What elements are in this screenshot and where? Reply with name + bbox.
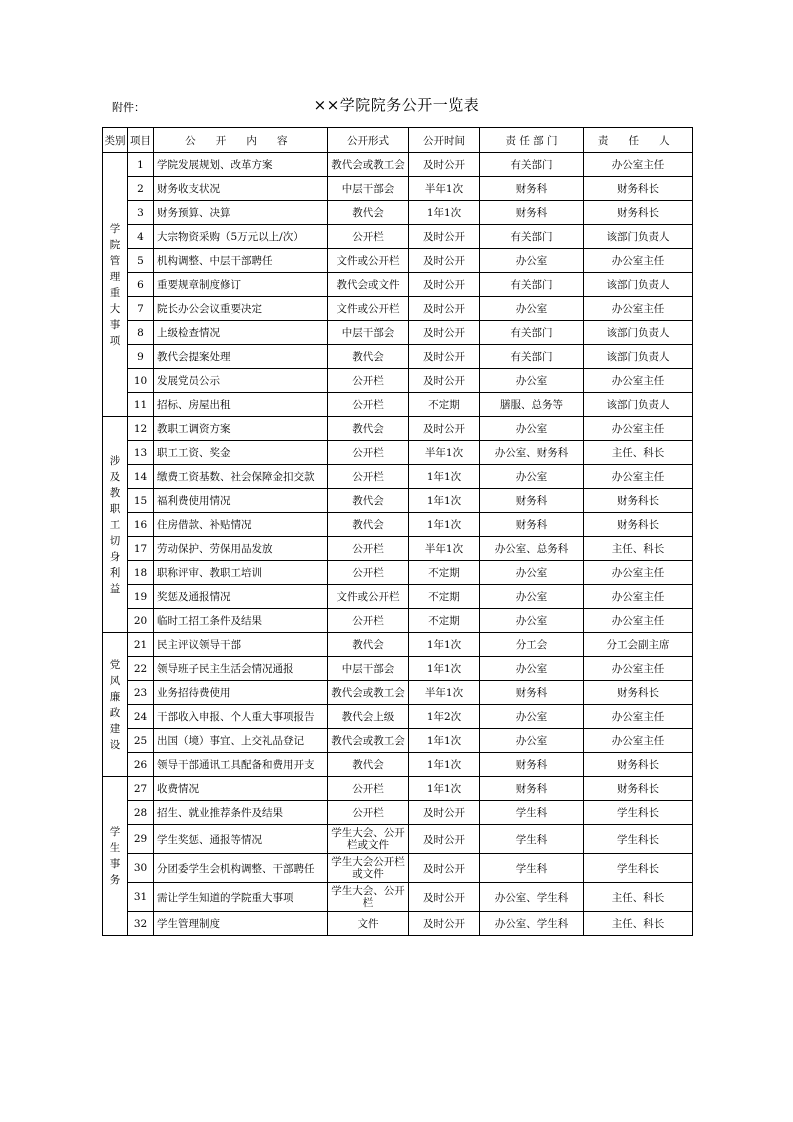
item-content-cell: 领导干部通讯工具配备和费用开支 (154, 753, 328, 777)
disclosure-time-cell: 及时公开 (409, 801, 480, 825)
item-content-cell: 大宗物资采购（5万元以上/次） (154, 225, 328, 249)
item-number-cell: 22 (128, 657, 154, 681)
disclosure-form-cell: 教代会或教工会 (328, 729, 409, 753)
responsible-person-cell: 学生科长 (584, 801, 693, 825)
item-content-cell: 学生管理制度 (154, 912, 328, 936)
responsible-person-cell: 办公室主任 (584, 729, 693, 753)
responsible-department-cell: 财务科 (480, 489, 584, 513)
item-number-cell: 29 (128, 825, 154, 854)
responsible-department-cell: 办公室 (480, 297, 584, 321)
item-content-cell: 业务招待费使用 (154, 681, 328, 705)
responsible-department-cell: 有关部门 (480, 273, 584, 297)
disclosure-form-cell: 文件 (328, 912, 409, 936)
item-number-cell: 12 (128, 417, 154, 441)
disclosure-form-cell: 公开栏 (328, 465, 409, 489)
item-content-cell: 需让学生知道的学院重大事项 (154, 883, 328, 912)
responsible-person-cell: 财务科长 (584, 177, 693, 201)
table-row (103, 912, 693, 936)
item-number-cell: 32 (128, 912, 154, 936)
item-number-cell: 21 (128, 633, 154, 657)
item-number-cell: 14 (128, 465, 154, 489)
disclosure-form-cell: 教代会或教工会 (328, 681, 409, 705)
item-number-cell: 18 (128, 561, 154, 585)
disclosure-time-cell: 1年1次 (409, 513, 480, 537)
responsible-department-cell: 学生科 (480, 825, 584, 854)
table-row (103, 249, 693, 273)
disclosure-time-cell: 1年1次 (409, 729, 480, 753)
responsible-person-cell: 办公室主任 (584, 585, 693, 609)
disclosure-time-cell: 及时公开 (409, 225, 480, 249)
item-content-cell: 招标、房屋出租 (154, 393, 328, 417)
table-row (103, 465, 693, 489)
item-number-cell: 5 (128, 249, 154, 273)
item-number-cell: 30 (128, 854, 154, 883)
table-row (103, 681, 693, 705)
disclosure-form-cell: 公开栏 (328, 561, 409, 585)
responsible-person-cell: 办公室主任 (584, 369, 693, 393)
disclosure-time-cell: 1年1次 (409, 753, 480, 777)
responsible-department-cell: 有关部门 (480, 153, 584, 177)
responsible-person-cell: 办公室主任 (584, 297, 693, 321)
table-row (103, 883, 693, 912)
responsible-department-cell: 办公室、学生科 (480, 883, 584, 912)
responsible-person-cell: 分工会副主席 (584, 633, 693, 657)
disclosure-time-cell: 及时公开 (409, 297, 480, 321)
header-category: 类别 (103, 128, 128, 153)
item-content-cell: 招生、就业推荐条件及结果 (154, 801, 328, 825)
item-number-cell: 4 (128, 225, 154, 249)
disclosure-form-cell: 公开栏 (328, 777, 409, 801)
disclosure-time-cell: 半年1次 (409, 681, 480, 705)
item-number-cell: 9 (128, 345, 154, 369)
responsible-person-cell: 该部门负责人 (584, 273, 693, 297)
item-number-cell: 28 (128, 801, 154, 825)
disclosure-form-cell: 文件或公开栏 (328, 249, 409, 273)
table-row (103, 633, 693, 657)
item-content-cell: 财务收支状况 (154, 177, 328, 201)
responsible-department-cell: 财务科 (480, 753, 584, 777)
disclosure-time-cell: 及时公开 (409, 153, 480, 177)
responsible-department-cell: 办公室 (480, 729, 584, 753)
item-content-cell: 住房借款、补贴情况 (154, 513, 328, 537)
responsible-person-cell: 主任、科长 (584, 883, 693, 912)
disclosure-time-cell: 1年1次 (409, 489, 480, 513)
table-row (103, 513, 693, 537)
responsible-person-cell: 该部门负责人 (584, 225, 693, 249)
disclosure-time-cell: 1年1次 (409, 201, 480, 225)
responsible-person-cell: 办公室主任 (584, 249, 693, 273)
responsible-department-cell: 办公室 (480, 561, 584, 585)
disclosure-form-cell: 中层干部会 (328, 657, 409, 681)
disclosure-table (102, 127, 693, 936)
disclosure-form-cell: 公开栏 (328, 609, 409, 633)
disclosure-time-cell: 及时公开 (409, 912, 480, 936)
responsible-person-cell: 财务科长 (584, 681, 693, 705)
disclosure-time-cell: 1年1次 (409, 657, 480, 681)
responsible-department-cell: 办公室 (480, 609, 584, 633)
responsible-department-cell: 办公室 (480, 465, 584, 489)
responsible-person-cell: 学生科长 (584, 854, 693, 883)
item-content-cell: 收费情况 (154, 777, 328, 801)
table-row (103, 369, 693, 393)
disclosure-form-cell: 学生大会公开栏或文件 (328, 854, 409, 883)
item-content-cell: 分团委学生会机构调整、干部聘任 (154, 854, 328, 883)
responsible-department-cell: 有关部门 (480, 345, 584, 369)
responsible-person-cell: 财务科长 (584, 489, 693, 513)
table-row (103, 854, 693, 883)
disclosure-time-cell: 半年1次 (409, 177, 480, 201)
table-header-row (103, 128, 693, 153)
responsible-person-cell: 办公室主任 (584, 465, 693, 489)
item-content-cell: 学院发展规划、改革方案 (154, 153, 328, 177)
responsible-department-cell: 学生科 (480, 801, 584, 825)
disclosure-form-cell: 教代会 (328, 489, 409, 513)
responsible-department-cell: 办公室、总务科 (480, 537, 584, 561)
item-number-cell: 31 (128, 883, 154, 912)
item-number-cell: 20 (128, 609, 154, 633)
responsible-department-cell: 学生科 (480, 854, 584, 883)
disclosure-time-cell: 不定期 (409, 561, 480, 585)
disclosure-form-cell: 教代会 (328, 513, 409, 537)
responsible-person-cell: 主任、科长 (584, 441, 693, 465)
header-time: 公开时间 (409, 128, 480, 153)
disclosure-form-cell: 教代会 (328, 201, 409, 225)
disclosure-time-cell: 1年1次 (409, 633, 480, 657)
responsible-person-cell: 财务科长 (584, 777, 693, 801)
table-row (103, 441, 693, 465)
disclosure-form-cell: 教代会上级 (328, 705, 409, 729)
responsible-department-cell: 办公室 (480, 585, 584, 609)
disclosure-form-cell: 文件或公开栏 (328, 585, 409, 609)
disclosure-form-cell: 教代会 (328, 417, 409, 441)
item-number-cell: 19 (128, 585, 154, 609)
responsible-person-cell: 财务科长 (584, 201, 693, 225)
item-content-cell: 上级检查情况 (154, 321, 328, 345)
category-label: 学院管理重大事项 (109, 222, 121, 347)
item-content-cell: 干部收入申报、个人重大事项报告 (154, 705, 328, 729)
disclosure-form-cell: 教代会或教工会 (328, 153, 409, 177)
table-row (103, 225, 693, 249)
item-content-cell: 院长办公会议重要决定 (154, 297, 328, 321)
responsible-person-cell: 财务科长 (584, 513, 693, 537)
item-number-cell: 7 (128, 297, 154, 321)
disclosure-time-cell: 及时公开 (409, 854, 480, 883)
disclosure-time-cell: 不定期 (409, 585, 480, 609)
item-number-cell: 6 (128, 273, 154, 297)
responsible-department-cell: 财务科 (480, 201, 584, 225)
disclosure-time-cell: 及时公开 (409, 825, 480, 854)
item-number-cell: 8 (128, 321, 154, 345)
item-content-cell: 财务预算、决算 (154, 201, 328, 225)
responsible-department-cell: 财务科 (480, 177, 584, 201)
responsible-person-cell: 该部门负责人 (584, 321, 693, 345)
disclosure-form-cell: 学生大会、公开栏或文件 (328, 825, 409, 854)
item-content-cell: 学生奖惩、通报等情况 (154, 825, 328, 854)
disclosure-time-cell: 半年1次 (409, 441, 480, 465)
disclosure-form-cell: 教代会 (328, 753, 409, 777)
item-number-cell: 26 (128, 753, 154, 777)
table-row (103, 417, 693, 441)
responsible-department-cell: 办公室 (480, 369, 584, 393)
table-row (103, 609, 693, 633)
disclosure-time-cell: 及时公开 (409, 883, 480, 912)
disclosure-time-cell: 及时公开 (409, 273, 480, 297)
disclosure-form-cell: 公开栏 (328, 441, 409, 465)
item-content-cell: 机构调整、中层干部聘任 (154, 249, 328, 273)
table-row (103, 825, 693, 854)
item-number-cell: 17 (128, 537, 154, 561)
table-row (103, 393, 693, 417)
disclosure-time-cell: 1年2次 (409, 705, 480, 729)
responsible-person-cell: 办公室主任 (584, 657, 693, 681)
table-row (103, 273, 693, 297)
item-content-cell: 发展党员公示 (154, 369, 328, 393)
attachment-label: 附件： (112, 101, 145, 114)
item-number-cell: 3 (128, 201, 154, 225)
item-content-cell: 劳动保护、劳保用品发放 (154, 537, 328, 561)
item-content-cell: 缴费工资基数、社会保障金扣交款 (154, 465, 328, 489)
table-row (103, 489, 693, 513)
disclosure-form-cell: 学生大会、公开栏 (328, 883, 409, 912)
item-number-cell: 1 (128, 153, 154, 177)
responsible-department-cell: 财务科 (480, 513, 584, 537)
responsible-department-cell: 膳服、总务等 (480, 393, 584, 417)
header-form: 公开形式 (328, 128, 409, 153)
responsible-person-cell: 办公室主任 (584, 705, 693, 729)
header-index: 项目 (128, 128, 154, 153)
disclosure-form-cell: 教代会 (328, 633, 409, 657)
responsible-person-cell: 主任、科长 (584, 537, 693, 561)
responsible-person-cell: 财务科长 (584, 753, 693, 777)
responsible-department-cell: 有关部门 (480, 225, 584, 249)
disclosure-time-cell: 及时公开 (409, 249, 480, 273)
disclosure-form-cell: 公开栏 (328, 537, 409, 561)
category-cell (103, 633, 128, 777)
responsible-department-cell: 财务科 (480, 777, 584, 801)
category-label: 涉及教职工切身利益 (109, 454, 121, 595)
disclosure-time-cell: 1年1次 (409, 777, 480, 801)
responsible-person-cell: 主任、科长 (584, 912, 693, 936)
header-person: 责 任 人 (584, 128, 693, 153)
disclosure-time-cell: 不定期 (409, 609, 480, 633)
table-body (103, 153, 693, 936)
item-content-cell: 福利费使用情况 (154, 489, 328, 513)
responsible-person-cell: 办公室主任 (584, 561, 693, 585)
item-content-cell: 教职工调资方案 (154, 417, 328, 441)
table-row (103, 777, 693, 801)
disclosure-form-cell: 公开栏 (328, 393, 409, 417)
item-number-cell: 16 (128, 513, 154, 537)
category-label: 学生事务 (109, 826, 121, 886)
item-content-cell: 职称评审、教职工培训 (154, 561, 328, 585)
item-number-cell: 25 (128, 729, 154, 753)
item-number-cell: 2 (128, 177, 154, 201)
table-row (103, 345, 693, 369)
item-content-cell: 出国（境）事宜、上交礼品登记 (154, 729, 328, 753)
item-content-cell: 民主评议领导干部 (154, 633, 328, 657)
responsible-person-cell: 该部门负责人 (584, 345, 693, 369)
disclosure-form-cell: 中层干部会 (328, 177, 409, 201)
table-row (103, 705, 693, 729)
item-number-cell: 11 (128, 393, 154, 417)
responsible-department-cell: 分工会 (480, 633, 584, 657)
table-row (103, 729, 693, 753)
item-content-cell: 领导班子民主生活会情况通报 (154, 657, 328, 681)
disclosure-time-cell: 不定期 (409, 393, 480, 417)
disclosure-form-cell: 教代会 (328, 345, 409, 369)
disclosure-time-cell: 半年1次 (409, 537, 480, 561)
responsible-department-cell: 有关部门 (480, 321, 584, 345)
responsible-department-cell: 办公室 (480, 417, 584, 441)
table-row (103, 177, 693, 201)
table-row (103, 297, 693, 321)
category-cell (103, 153, 128, 417)
disclosure-time-cell: 及时公开 (409, 369, 480, 393)
table-row (103, 561, 693, 585)
item-number-cell: 24 (128, 705, 154, 729)
disclosure-form-cell: 公开栏 (328, 369, 409, 393)
table-row (103, 537, 693, 561)
disclosure-form-cell: 公开栏 (328, 801, 409, 825)
responsible-person-cell: 办公室主任 (584, 153, 693, 177)
header-department: 责 任 部 门 (480, 128, 584, 153)
disclosure-time-cell: 及时公开 (409, 321, 480, 345)
category-label: 党风廉政建设 (109, 658, 121, 751)
table-row (103, 201, 693, 225)
item-number-cell: 13 (128, 441, 154, 465)
page-title: ××学院院务公开一览表 (313, 96, 480, 114)
table-row (103, 153, 693, 177)
disclosure-form-cell: 教代会或文件 (328, 273, 409, 297)
item-content-cell: 临时工招工条件及结果 (154, 609, 328, 633)
disclosure-form-cell: 中层干部会 (328, 321, 409, 345)
responsible-person-cell: 该部门负责人 (584, 393, 693, 417)
item-content-cell: 教代会提案处理 (154, 345, 328, 369)
category-cell (103, 417, 128, 633)
category-cell (103, 777, 128, 936)
item-content-cell: 奖惩及通报情况 (154, 585, 328, 609)
item-number-cell: 10 (128, 369, 154, 393)
responsible-department-cell: 办公室 (480, 705, 584, 729)
table-row (103, 585, 693, 609)
disclosure-form-cell: 文件或公开栏 (328, 297, 409, 321)
table-row (103, 657, 693, 681)
responsible-person-cell: 学生科长 (584, 825, 693, 854)
item-number-cell: 15 (128, 489, 154, 513)
responsible-department-cell: 办公室、财务科 (480, 441, 584, 465)
responsible-department-cell: 办公室 (480, 249, 584, 273)
item-content-cell: 职工工资、奖金 (154, 441, 328, 465)
responsible-department-cell: 财务科 (480, 681, 584, 705)
item-content-cell: 重要规章制度修订 (154, 273, 328, 297)
responsible-person-cell: 办公室主任 (584, 609, 693, 633)
disclosure-time-cell: 及时公开 (409, 417, 480, 441)
table-row (103, 753, 693, 777)
disclosure-form-cell: 公开栏 (328, 225, 409, 249)
disclosure-time-cell: 1年1次 (409, 465, 480, 489)
responsible-department-cell: 办公室 (480, 657, 584, 681)
header-content: 公 开 内 容 (154, 128, 328, 153)
disclosure-time-cell: 及时公开 (409, 345, 480, 369)
table-row (103, 321, 693, 345)
item-number-cell: 23 (128, 681, 154, 705)
item-number-cell: 27 (128, 777, 154, 801)
responsible-person-cell: 办公室主任 (584, 417, 693, 441)
responsible-department-cell: 办公室、学生科 (480, 912, 584, 936)
table-row (103, 801, 693, 825)
